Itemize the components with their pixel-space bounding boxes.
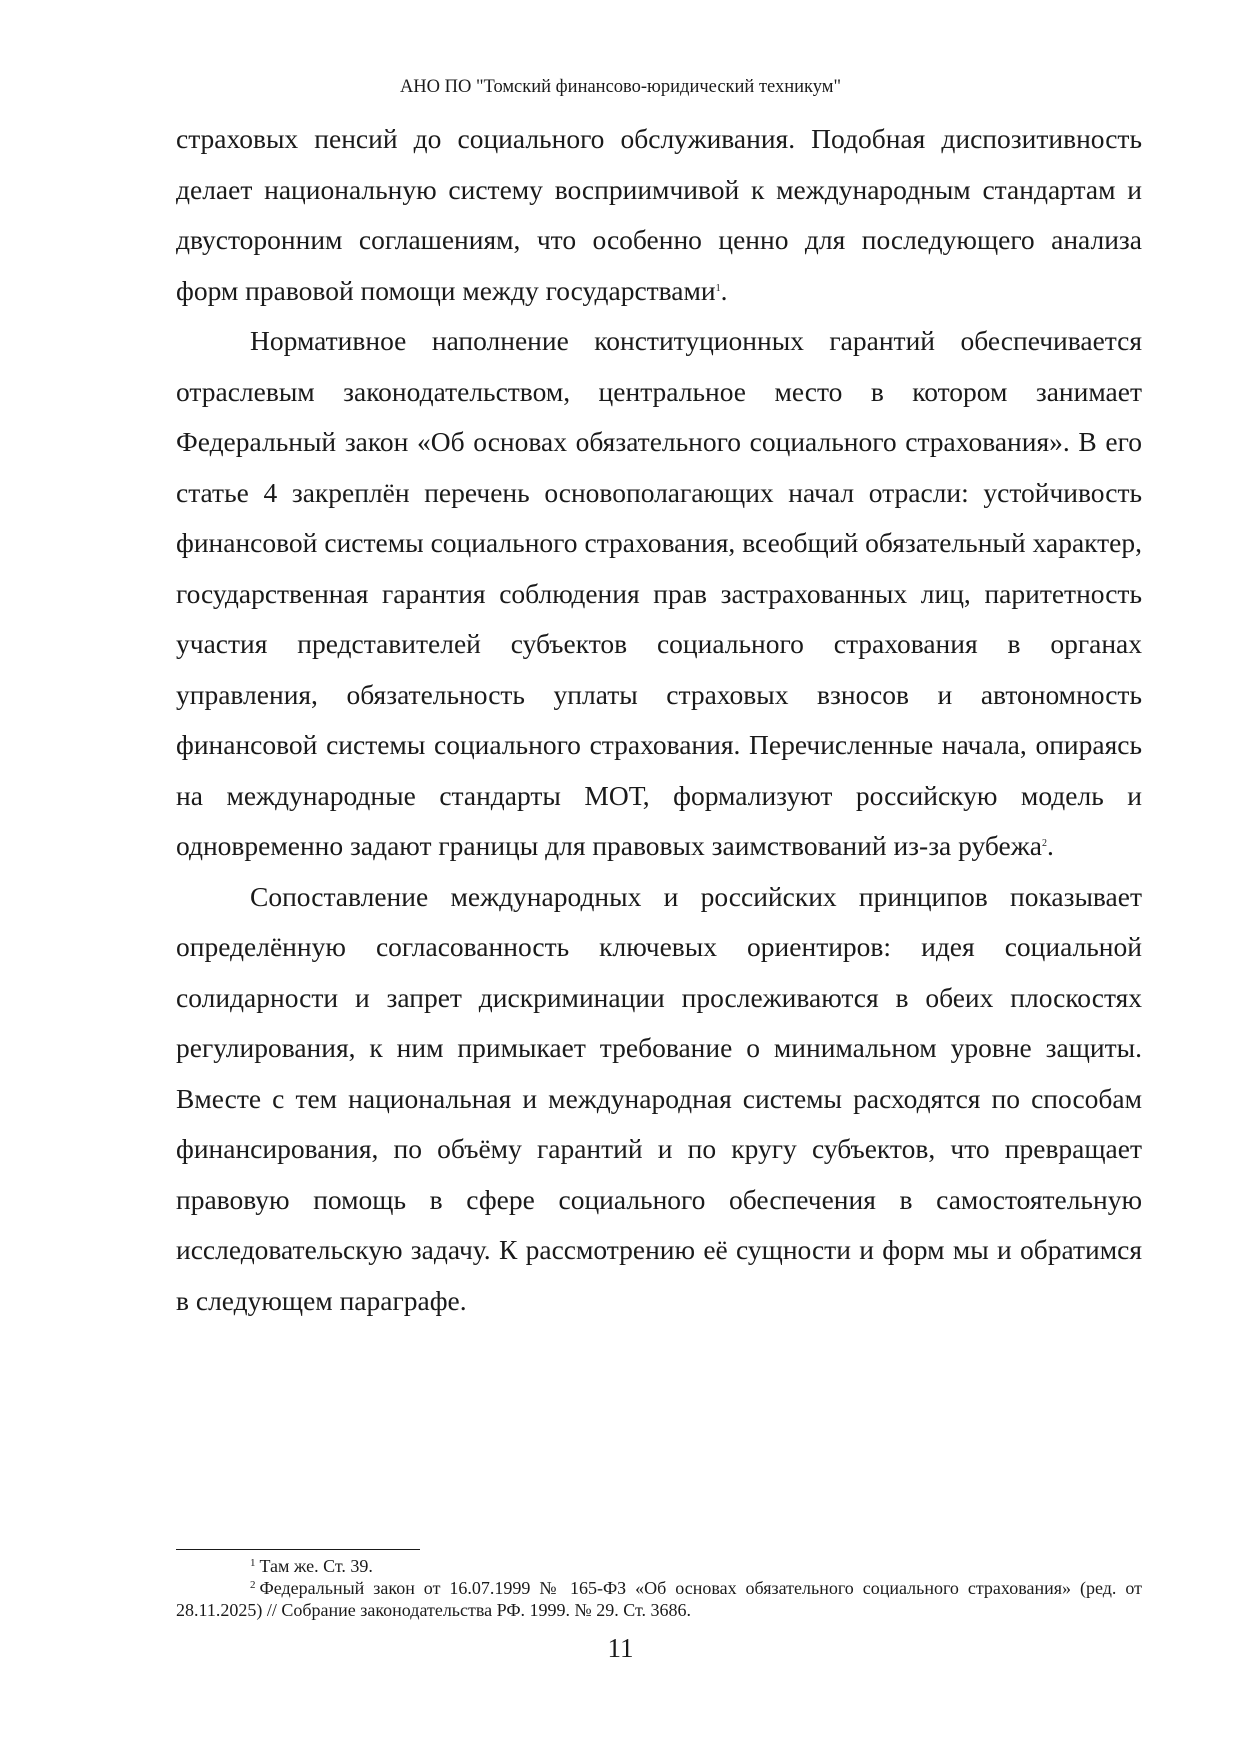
paragraph-3 [176,872,1142,1327]
footnote-ref-2[interactable]: 2 [1041,838,1047,849]
paragraph-1-text: страховых пенсий до социального обслуживания. Подобная диспозитивность делает национальную систему восприимчивой к международным стандартам и двусторонним соглашениям, что особенно ценно для последующего анализа форм правовой помощи между государствами [176,123,1142,306]
footnote-1 [176,1555,1142,1577]
page-number: 11 [607,1633,634,1663]
paragraph-2-end: . [1046,830,1054,861]
footnote-2-number: 2 [250,1578,256,1591]
paragraph-2-text: Нормативное наполнение конституционных гарантий обеспечивается отраслевым законодательством, центральное место в котором занимает Федеральный закон «Об основах обязательного социального страхования». В его статье 4 закреплён перечень основополагающих начал отрасли: устойчивость финансовой системы социального страхования, всеобщий обязательный характер, государственная гарантия соблюдения прав застрахованных лиц, паритетность участия представителей субъектов социального страхования в органах управления, обязательность уплаты страховых взносов и автономность финансовой системы социального страхования. Перечисленные начала, опираясь на международные стандарты МОТ, формализуют российскую модель и одновременно задают границы для правовых заимствований из-за рубежа [176,325,1142,861]
paragraph-1-end: . [720,274,728,306]
footnote-separator [176,1549,420,1550]
document-body [176,114,1142,1326]
header-title: АНО ПО "Томский финансово-юридический техникум" [399,77,842,97]
footnotes [176,1555,1142,1621]
footnote-1-number: 1 [250,1556,256,1569]
paragraph-3-text: Сопоставление международных и российских принципов показывает определённую согласованность ключевых ориентиров: идея социальной солидарности и запрет дискриминации прослеживаются в обеих плоскостях регулирования, к ним примыкает требование о минимальном уровне защиты. Вместе с тем национальная и международная системы расходятся по способам финансирования, по объёму гарантий и по кругу субъектов, что превращает правовую помощь в сфере социального обеспечения в самостоятельную исследовательскую задачу. К рассмотрению её сущности и форм мы и обратимся в следующем параграфе. [176,880,1142,1316]
footnote-1-text: Там же. Ст. 39. [259,1556,373,1576]
paragraph-1 [176,114,1142,316]
footnote-2 [176,1577,1142,1621]
footnote-2-text: Федеральный закон от 16.07.1999 № 165-ФЗ «Об основах обязательного социального страхования» (ред. от 28.11.2025) // Собрание законодательства РФ. 1999. № 29. Ст. 3686. [176,1578,1142,1620]
paragraph-2 [176,316,1142,872]
page-header [0,75,1241,99]
footnote-ref-1[interactable]: 1 [715,282,721,294]
